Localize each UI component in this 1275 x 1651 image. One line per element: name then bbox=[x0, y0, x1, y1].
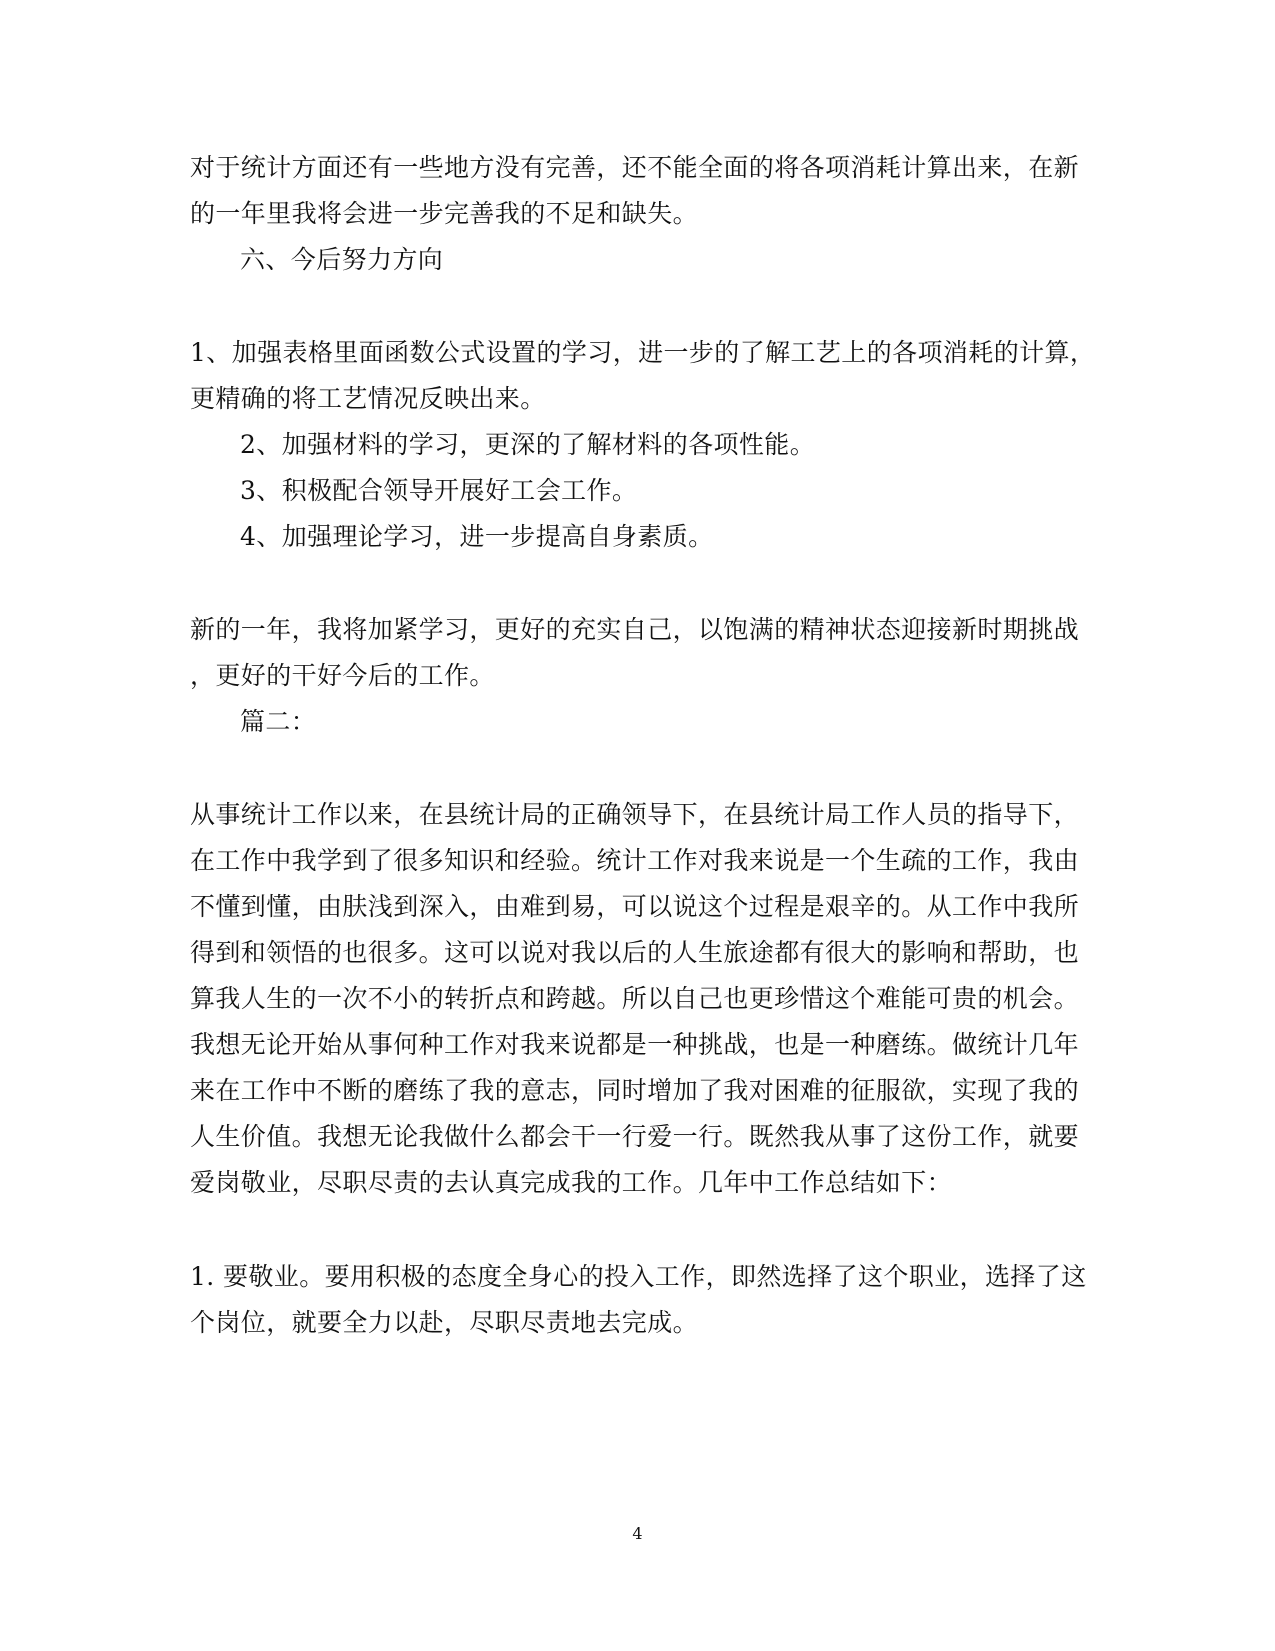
text-line: 从事统计工作以来，在县统计局的正确领导下，在县统计局工作人员的指导下， bbox=[190, 800, 1080, 829]
text-line: 人生价值。我想无论我做什么都会干一行爱一行。既然我从事了这份工作，就要 bbox=[190, 1122, 1080, 1151]
text-line: 的一年里我将会进一步完善我的不足和缺失。 bbox=[190, 199, 699, 228]
text-line: 1. 要敬业。要用积极的态度全身心的投入工作，即然选择了这个职业，选择了这 bbox=[190, 1262, 1087, 1291]
text-line: 1、加强表格里面函数公式设置的学习，进一步的了解工艺上的各项消耗的计算， bbox=[190, 338, 1096, 367]
text-line: 新的一年，我将加紧学习，更好的充实自己，以饱满的精神状态迎接新时期挑战 bbox=[190, 615, 1080, 644]
text-line: 对于统计方面还有一些地方没有完善，还不能全面的将各项消耗计算出来，在新 bbox=[190, 153, 1080, 182]
text-line: 更精确的将工艺情况反映出来。 bbox=[190, 384, 546, 413]
text-line: 个岗位，就要全力以赴，尽职尽责地去完成。 bbox=[190, 1308, 699, 1337]
text-line: 我想无论开始从事何种工作对我来说都是一种挑战，也是一种磨练。做统计几年 bbox=[190, 1030, 1080, 1059]
text-line: 不懂到懂，由肤浅到深入，由难到易，可以说这个过程是艰辛的。从工作中我所 bbox=[190, 892, 1080, 921]
text-line: 算我人生的一次不小的转折点和跨越。所以自己也更珍惜这个难能可贵的机会。 bbox=[190, 984, 1080, 1013]
text-line: ，更好的干好今后的工作。 bbox=[190, 661, 495, 690]
text-line: 在工作中我学到了很多知识和经验。统计工作对我来说是一个生疏的工作，我由 bbox=[190, 846, 1080, 875]
section-heading: 篇二： bbox=[240, 707, 317, 736]
text-line: 得到和领悟的也很多。这可以说对我以后的人生旅途都有很大的影响和帮助，也 bbox=[190, 938, 1080, 967]
text-line: 爱岗敬业，尽职尽责的去认真完成我的工作。几年中工作总结如下： bbox=[190, 1168, 953, 1197]
page-number: 4 bbox=[632, 1524, 643, 1543]
list-item: 2、加强材料的学习，更深的了解材料的各项性能。 bbox=[240, 430, 816, 459]
text-line: 来在工作中不断的磨练了我的意志，同时增加了我对困难的征服欲，实现了我的 bbox=[190, 1076, 1080, 1105]
list-item: 3、积极配合领导开展好工会工作。 bbox=[240, 476, 638, 505]
list-item: 4、加强理论学习，进一步提高自身素质。 bbox=[240, 522, 714, 551]
section-heading: 六、今后努力方向 bbox=[240, 245, 444, 274]
